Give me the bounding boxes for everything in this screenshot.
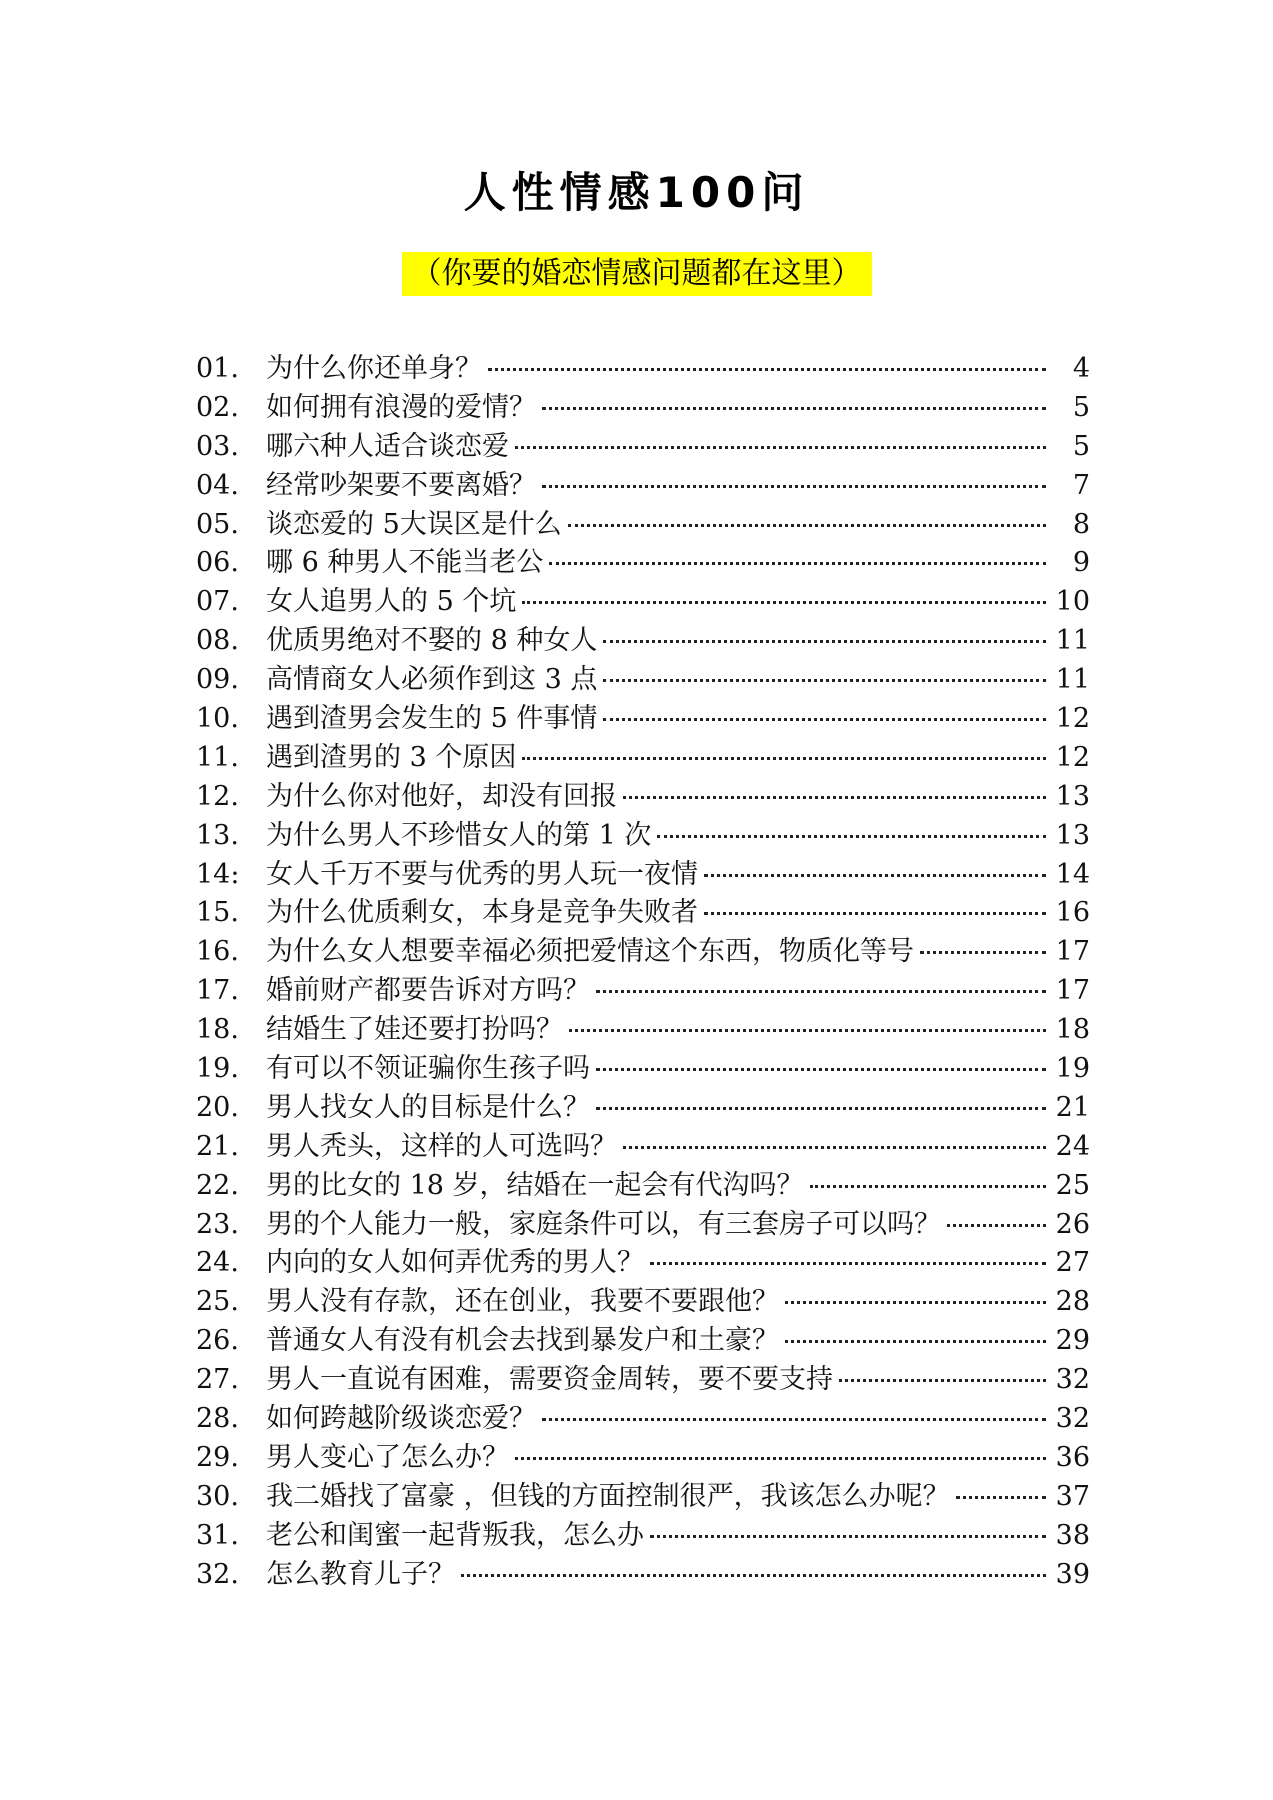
toc-entry-number: 05.	[196, 508, 239, 540]
toc-entry-title: 经常吵架要不要离婚？	[266, 469, 536, 501]
toc-dot-leader	[596, 1068, 1046, 1071]
toc-dot-leader	[810, 1185, 1046, 1188]
toc-entry-number: 08.	[196, 625, 239, 657]
toc-dot-leader	[542, 407, 1046, 410]
toc-entry[interactable]	[196, 428, 1090, 467]
toc-dot-leader	[603, 640, 1046, 643]
toc-entry-page: 18	[1055, 1014, 1090, 1046]
toc-entry-number: 30.	[196, 1480, 239, 1512]
toc-entry-page: 9	[1072, 547, 1090, 579]
toc-entry-number: 23.	[196, 1208, 239, 1240]
toc-entry-page: 10	[1055, 586, 1090, 618]
toc-dot-leader	[542, 485, 1046, 488]
toc-dot-leader	[522, 601, 1046, 604]
toc-dot-leader	[704, 874, 1046, 877]
toc-entry-title: 优质男绝对不娶的 8 种女人	[266, 625, 598, 657]
toc-entry-title: 遇到渣男会发生的 5 件事情	[266, 703, 598, 735]
toc-entry-page: 26	[1055, 1208, 1090, 1240]
toc-entry[interactable]	[196, 506, 1090, 545]
toc-entry-number: 32.	[196, 1558, 239, 1590]
toc-entry[interactable]	[196, 1206, 1090, 1245]
toc-entry-number: 13.	[196, 819, 239, 851]
toc-entry-number: 25.	[196, 1286, 239, 1318]
toc-entry[interactable]	[196, 467, 1090, 506]
toc-dot-leader	[603, 718, 1046, 721]
toc-dot-leader	[542, 1418, 1046, 1421]
toc-entry[interactable]	[196, 1478, 1090, 1517]
toc-entry-page: 32	[1055, 1364, 1090, 1396]
toc-entry[interactable]	[196, 583, 1090, 622]
toc-entry-page: 17	[1055, 975, 1090, 1007]
toc-entry[interactable]	[196, 544, 1090, 583]
toc-entry[interactable]	[196, 1556, 1090, 1595]
toc-entry-page: 12	[1055, 703, 1090, 735]
subtitle-container	[0, 252, 1273, 296]
toc-entry-title: 高情商女人必须作到这 3 点	[266, 664, 598, 696]
toc-entry-number: 22.	[196, 1169, 239, 1201]
toc-dot-leader	[623, 796, 1046, 799]
toc-dot-leader	[920, 951, 1046, 954]
toc-entry-page: 11	[1055, 664, 1090, 696]
toc-entry[interactable]	[196, 1322, 1090, 1361]
toc-entry-title: 为什么你还单身？	[266, 353, 482, 384]
toc-entry-page: 5	[1072, 391, 1090, 423]
toc-entry-page: 5	[1072, 430, 1090, 462]
toc-entry-title: 哪六种人适合谈恋爱	[266, 430, 509, 462]
toc-entry-number: 11.	[196, 741, 239, 773]
toc-dot-leader	[522, 757, 1046, 760]
toc-entry-number: 02.	[196, 391, 239, 423]
toc-entry[interactable]	[196, 1244, 1090, 1283]
toc-dot-leader	[549, 562, 1046, 565]
toc-entry-title: 女人追男人的 5 个坑	[266, 586, 517, 618]
toc-entry-page: 14	[1055, 858, 1090, 890]
toc-entry-page: 16	[1055, 897, 1090, 929]
toc-entry-title: 普通女人有没有机会去找到暴发户和土豪？	[266, 1325, 779, 1357]
toc-dot-leader	[704, 912, 1046, 915]
toc-entry-title: 老公和闺蜜一起背叛我，怎么办	[266, 1519, 644, 1551]
toc-entry-page: 7	[1072, 469, 1090, 501]
toc-dot-leader	[623, 1146, 1046, 1149]
toc-entry-title: 为什么男人不珍惜女人的第 1 次	[266, 819, 652, 851]
toc-entry-title: 为什么优质剩女，本身是竞争失败者	[266, 897, 698, 929]
toc-entry-title: 我二婚找了富豪 ，但钱的方面控制很严，我该怎么办呢？	[266, 1480, 950, 1512]
toc-entry[interactable]	[196, 1011, 1090, 1050]
toc-entry-page: 36	[1055, 1441, 1090, 1473]
toc-dot-leader	[657, 835, 1046, 838]
toc-entry-number: 17.	[196, 975, 239, 1007]
toc-entry[interactable]	[196, 1167, 1090, 1206]
toc-entry-page: 25	[1055, 1169, 1090, 1201]
toc-entry-title: 谈恋爱的 5大误区是什么	[266, 508, 562, 540]
toc-entry-title: 如何跨越阶级谈恋爱？	[266, 1403, 536, 1435]
toc-entry[interactable]	[196, 700, 1090, 739]
document-title: 人性情感100问	[463, 168, 810, 217]
toc-dot-leader	[603, 679, 1046, 682]
toc-entry[interactable]	[196, 1361, 1090, 1400]
toc-entry-number: 28.	[196, 1403, 239, 1435]
toc-entry-number: 03.	[196, 430, 239, 462]
toc-dot-leader	[515, 1457, 1046, 1460]
toc-entry[interactable]	[196, 778, 1090, 817]
toc-dot-leader	[947, 1224, 1046, 1227]
toc-entry[interactable]	[196, 856, 1090, 895]
toc-entry-page: 38	[1055, 1519, 1090, 1551]
toc-entry-page: 39	[1055, 1558, 1090, 1590]
toc-dot-leader	[650, 1535, 1046, 1538]
toc-entry[interactable]	[196, 1439, 1090, 1478]
toc-dot-leader	[596, 990, 1046, 993]
toc-entry-page: 32	[1055, 1403, 1090, 1435]
toc-entry[interactable]	[196, 350, 1090, 389]
toc-entry-title: 如何拥有浪漫的爱情？	[266, 391, 536, 423]
toc-dot-leader	[568, 524, 1046, 527]
toc-dot-leader	[956, 1496, 1046, 1499]
toc-entry-number: 21.	[196, 1130, 239, 1162]
toc-entry-number: 29.	[196, 1441, 239, 1473]
toc-entry-title: 女人千万不要与优秀的男人玩一夜情	[266, 858, 698, 890]
toc-entry-page: 8	[1072, 508, 1090, 540]
toc-entry-number: 04.	[196, 469, 239, 501]
toc-entry-title: 婚前财产都要告诉对方吗？	[266, 975, 590, 1007]
toc-dot-leader	[785, 1340, 1046, 1343]
toc-dot-leader	[839, 1379, 1046, 1382]
toc-dot-leader	[569, 1029, 1046, 1032]
toc-entry-number: 12.	[196, 780, 239, 812]
toc-entry[interactable]	[196, 1517, 1090, 1556]
toc-entry-title: 男人秃头，这样的人可选吗？	[266, 1130, 617, 1162]
toc-entry-page: 19	[1055, 1053, 1090, 1085]
toc-entry-title: 男的个人能力一般，家庭条件可以，有三套房子可以吗？	[266, 1208, 941, 1240]
toc-entry-number: 10.	[196, 703, 239, 735]
toc-entry[interactable]	[196, 1128, 1090, 1167]
toc-dot-leader	[785, 1301, 1046, 1304]
toc-entry-number: 20.	[196, 1091, 239, 1123]
toc-entry[interactable]	[196, 933, 1090, 972]
toc-entry-title: 男人一直说有困难，需要资金周转，要不要支持	[266, 1364, 833, 1396]
toc-dot-leader	[650, 1262, 1046, 1265]
toc-entry-title: 遇到渣男的 3 个原因	[266, 741, 517, 773]
toc-entry[interactable]	[196, 1050, 1090, 1089]
toc-entry-number: 16.	[196, 936, 239, 968]
toc-entry-title: 怎么教育儿子？	[266, 1558, 455, 1590]
toc-entry-title: 结婚生了娃还要打扮吗？	[266, 1014, 563, 1046]
toc-entry-number: 18.	[196, 1014, 239, 1046]
toc-entry-title: 有可以不领证骗你生孩子吗	[266, 1053, 590, 1085]
toc-entry-number: 01.	[196, 353, 239, 384]
toc-entry-number: 15.	[196, 897, 239, 929]
toc-entry-page: 27	[1055, 1247, 1090, 1279]
toc-entry-page: 21	[1055, 1091, 1090, 1123]
toc-entry-page: 24	[1055, 1130, 1090, 1162]
toc-entry-number: 24.	[196, 1247, 239, 1279]
toc-entry[interactable]	[196, 1089, 1090, 1128]
toc-entry-page: 29	[1055, 1325, 1090, 1357]
toc-entry-number: 07.	[196, 586, 239, 618]
toc-entry[interactable]	[196, 972, 1090, 1011]
toc-entry-title: 男人变心了怎么办？	[266, 1441, 509, 1473]
toc-entry[interactable]	[196, 739, 1090, 778]
toc-dot-leader	[461, 1574, 1046, 1577]
toc-entry-page: 12	[1055, 741, 1090, 773]
toc-entry-page: 17	[1055, 936, 1090, 968]
toc-entry-number: 26.	[196, 1325, 239, 1357]
toc-entry[interactable]	[196, 622, 1090, 661]
document-subtitle: （你要的婚恋情感问题都在这里）	[402, 252, 872, 296]
toc-dot-leader	[515, 446, 1046, 449]
toc-entry-page: 11	[1055, 625, 1090, 657]
toc-entry[interactable]	[196, 661, 1090, 700]
table-of-contents	[196, 350, 1090, 1595]
toc-entry-title: 为什么你对他好，却没有回报	[266, 780, 617, 812]
toc-entry-title: 为什么女人想要幸福必须把爱情这个东西，物质化等号	[266, 936, 914, 968]
toc-entry-number: 14:	[196, 858, 240, 890]
toc-entry[interactable]	[196, 389, 1090, 428]
toc-entry-number: 27.	[196, 1364, 239, 1396]
toc-entry-page: 28	[1055, 1286, 1090, 1318]
toc-entry-number: 06.	[196, 547, 239, 579]
toc-dot-leader	[596, 1107, 1046, 1110]
toc-entry-page: 37	[1055, 1480, 1090, 1512]
toc-entry-number: 09.	[196, 664, 239, 696]
toc-entry[interactable]	[196, 817, 1090, 856]
toc-entry-title: 内向的女人如何弄优秀的男人？	[266, 1247, 644, 1279]
toc-entry-page: 13	[1055, 780, 1090, 812]
toc-entry-number: 31.	[196, 1519, 239, 1551]
toc-entry-page: 4	[1072, 353, 1090, 384]
toc-entry-title: 男人找女人的目标是什么？	[266, 1091, 590, 1123]
toc-entry-page: 13	[1055, 819, 1090, 851]
toc-entry-title: 男的比女的 18 岁，结婚在一起会有代沟吗？	[266, 1169, 804, 1201]
toc-entry[interactable]	[196, 1400, 1090, 1439]
toc-entry-title: 哪 6 种男人不能当老公	[266, 547, 544, 579]
toc-entry-number: 19.	[196, 1053, 239, 1085]
toc-entry[interactable]	[196, 894, 1090, 933]
toc-entry[interactable]	[196, 1283, 1090, 1322]
toc-dot-leader	[488, 368, 1046, 371]
toc-entry-title: 男人没有存款，还在创业，我要不要跟他？	[266, 1286, 779, 1318]
